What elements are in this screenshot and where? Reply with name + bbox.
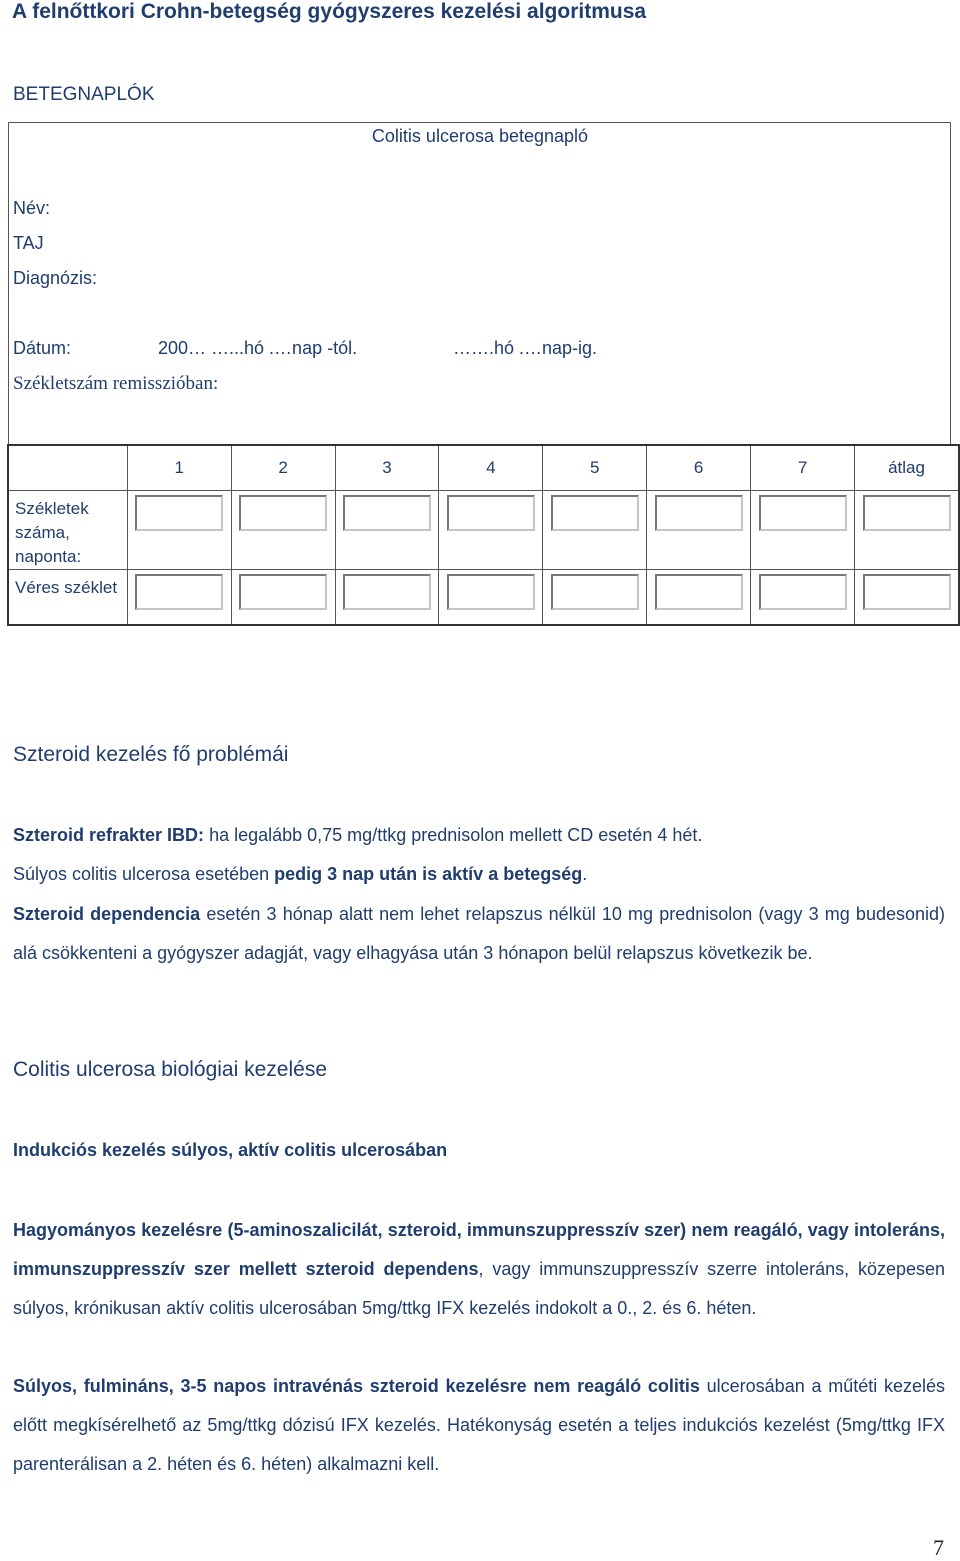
stool-count-row [8,491,959,570]
stool-count-day4-input[interactable] [447,495,535,531]
severe-uc-end: . [582,864,588,884]
steroid-dependence-term: Szteroid dependencia [13,904,201,924]
ifx-indication-text: , vagy immunszuppresszív szerre intoleráns, közepesen súlyos, krónikusan aktív colitis ulcerosában 5mg/ttkg IFX kezelés indokolt a 0., 2. és 6. héten. [13,1259,946,1318]
stool-count-average-input[interactable] [863,495,951,531]
stool-count-day2-input[interactable] [239,495,327,531]
bloody-stool-day4-input[interactable] [447,574,535,610]
steroid-heading: Szteroid kezelés fő problémái [13,743,289,766]
bloody-stool-day7-input[interactable] [759,574,847,610]
diary-header-row [8,445,959,491]
col-header-5: 5 [543,445,647,491]
col-header-7: 7 [751,445,855,491]
document-title: A felnőttkori Crohn-betegség gyógyszeres kezelési algoritmusa [12,0,647,23]
steroid-refractory-line [13,825,702,846]
col-header-4: 4 [439,445,543,491]
col-header-2: 2 [231,445,335,491]
biologic-heading: Colitis ulcerosa biológiai kezelése [13,1058,327,1081]
diagnosis-label: Diagnózis: [13,268,98,288]
stool-count-day6-input[interactable] [655,495,743,531]
page-number: 7 [933,1535,944,1560]
bloody-stool-row [8,570,959,625]
header-empty-cell [8,445,127,491]
bloody-stool-day6-input[interactable] [655,574,743,610]
col-header-1: 1 [127,445,231,491]
section-title: BETEGNAPLÓK [13,84,155,105]
stool-count-label: Székletek száma, naponta: [8,491,127,570]
severe-uc-line [13,864,587,885]
stool-count-day5-input[interactable] [551,495,639,531]
stool-count-day3-input[interactable] [343,495,431,531]
induction-subheading: Indukciós kezelés súlyos, aktív colitis ulcerosában [13,1140,448,1160]
bloody-stool-day5-input[interactable] [551,574,639,610]
remission-label: Székletszám remisszióban: [13,373,219,394]
stool-count-day7-input[interactable] [759,495,847,531]
stool-count-day1-input[interactable] [135,495,223,531]
steroid-dependence-text: esetén 3 hónap alatt nem lehet relapszus nélkül 10 mg prednisolon (vagy 3 mg budesonid) alá csökkenteni a gyógyszer adagját, vagy elhagyása után 3 hónapon belül relapszus következik be. [13,904,945,963]
fulminant-uc-bold: Súlyos, fulmináns, 3-5 napos intravénás szteroid kezelésre nem reagáló colitis [13,1376,700,1396]
fulminant-uc-text: ulcerosában a műtéti kezelés előtt megkísérelhető az 5mg/ttkg dózisú IFX kezelés. Hatékonyság esetén a teljes indukciós kezelést (5mg/ttkg IFX parenterálisan a 2. héten és 6. héten) alkalmazni kell. [13,1376,945,1474]
severe-uc-text: Súlyos colitis ulcerosa esetében [13,864,275,884]
steroid-dependence-paragraph [13,895,945,973]
steroid-refractory-text: ha legalább 0,75 mg/ttkg prednisolon mellett CD esetén 4 hét. [204,825,703,845]
severe-uc-bold: pedig 3 nap után is aktív a betegség [274,864,583,884]
date-to: …….hó .…nap-ig. [453,338,598,358]
bloody-stool-day3-input[interactable] [343,574,431,610]
fulminant-uc-paragraph [13,1367,945,1484]
taj-label: TAJ [13,233,44,253]
ifx-indication-paragraph [13,1211,945,1328]
diary-title: Colitis ulcerosa betegnapló [371,126,589,146]
col-header-average: átlag [855,445,960,491]
col-header-6: 6 [647,445,751,491]
bloody-stool-average-input[interactable] [863,574,951,610]
steroid-refractory-term: Szteroid refrakter IBD: [13,825,205,845]
diary-frame [8,122,951,444]
bloody-stool-label: Véres széklet [8,570,127,625]
bloody-stool-day1-input[interactable] [135,574,223,610]
date-from: 200… …...hó .…nap -tól. [158,338,358,358]
date-label: Dátum: [13,338,72,358]
col-header-3: 3 [335,445,439,491]
ifx-indication-bold: Hagyományos kezelésre (5-aminoszalicilát, szteroid, immunszuppresszív szer) nem reagáló, vagy intoleráns, immunszuppresszív szer mellett szteroid dependens [13,1220,945,1279]
bloody-stool-day2-input[interactable] [239,574,327,610]
diary-table [7,444,960,626]
name-label: Név: [13,198,51,218]
